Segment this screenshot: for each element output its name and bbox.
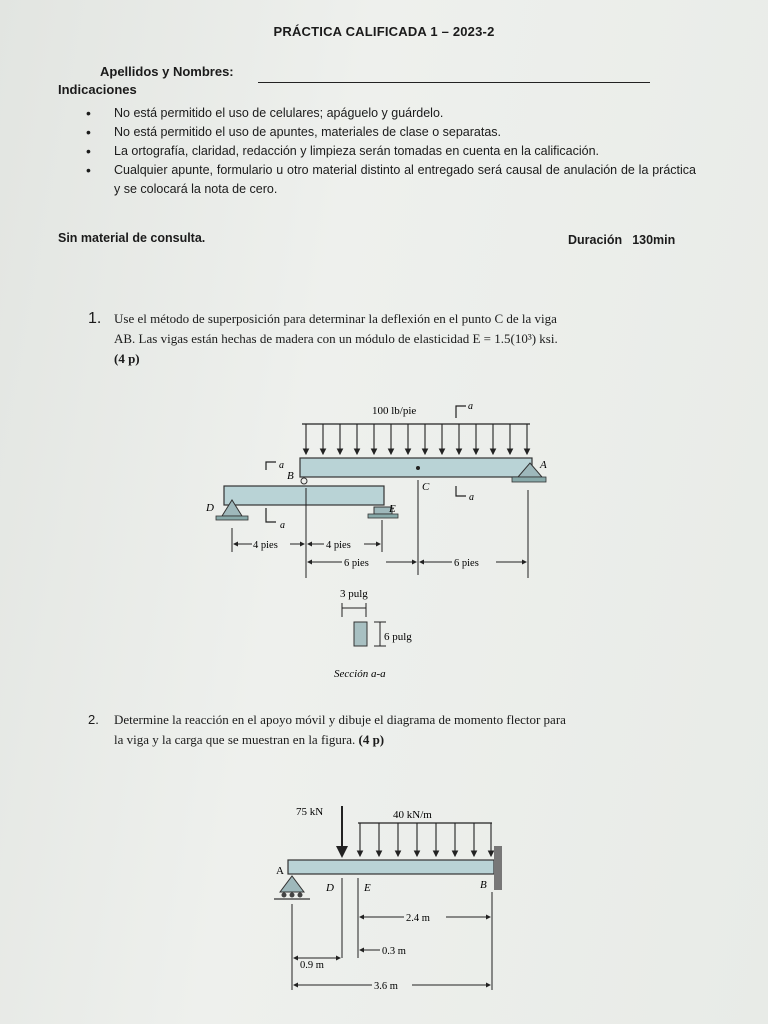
rule-item: • La ortografía, claridad, redacción y limpieza serán tomadas en cuenta en la calificación.: [86, 142, 696, 161]
q2-point-load-label: 75 kN: [296, 806, 324, 818]
q1-label-c: C: [422, 481, 430, 493]
q1-dim-6a: 6 pies: [344, 558, 369, 569]
q2-load-arrows: [360, 823, 491, 856]
rule-item: • No está permitido el uso de apuntes, materiales de clase o separatas.: [86, 123, 696, 142]
q1-section-width: 3 pulg: [340, 588, 368, 600]
q1-dim-6b: 6 pies: [454, 558, 479, 569]
q1-section-mark: a: [468, 401, 473, 412]
question-text: AB. Las vigas están hechas de madera con un módulo de elasticidad E = 1.5(10³) ksi.: [114, 331, 558, 346]
q1-section-mark: a: [469, 492, 474, 503]
q1-label-b: B: [287, 470, 294, 482]
question-points: (4 p): [114, 351, 140, 366]
q1-section-caption: Sección a-a: [334, 668, 386, 680]
question-text: Use el método de superposición para determinar la deflexión en el punto C de la viga: [114, 311, 557, 326]
question-number: 2.: [88, 712, 99, 727]
q1-load-label: 100 lb/pie: [372, 405, 417, 417]
q1-dim-4b: 4 pies: [326, 540, 351, 551]
q1-dim-4a: 4 pies: [253, 540, 278, 551]
question-points: (4 p): [358, 732, 385, 747]
question-text-line: la viga y la carga que se muestran en la figura.: [114, 732, 356, 747]
q2-dim-09: 0.9 m: [300, 960, 324, 971]
q2-label-d: D: [326, 882, 334, 894]
q2-label-b: B: [480, 879, 487, 891]
q2-label-e: E: [364, 882, 371, 894]
exam-title: PRÁCTICA CALIFICADA 1 – 2023-2: [273, 24, 495, 39]
q2-dist-load-label: 40 kN/m: [393, 809, 432, 821]
material-note: Sin material de consulta.: [58, 231, 206, 245]
q1-section-mark: a: [279, 460, 284, 471]
name-label: Apellidos y Nombres:: [100, 64, 234, 79]
q2-roller-support: [280, 876, 304, 892]
q2-fixed-support: [494, 846, 502, 890]
q1-section-mark: a: [280, 520, 285, 531]
q2-dim-36: 3.6 m: [374, 981, 398, 992]
q2-beam: [288, 860, 494, 874]
q1-label-d: D: [206, 502, 214, 514]
rule-item: • No está permitido el uso de celulares; apáguelo y guárdelo.: [86, 104, 696, 123]
question-text: Determine la reacción en el apoyo móvil y dibuje el diagrama de momento flector para: [114, 712, 566, 727]
q2-label-a: A: [276, 865, 284, 877]
duration-value: 130min: [632, 233, 676, 247]
duration-label: Duración: [568, 233, 623, 247]
indicaciones-heading: Indicaciones: [58, 82, 137, 97]
rule-item: • Cualquier apunte, formulario u otro material distinto al entregado será causal de anulación de la práctica y se colocará la nota de cero.: [86, 161, 696, 199]
question-number: 1.: [88, 310, 102, 327]
q2-dim-03: 0.3 m: [382, 946, 406, 957]
q2-dim-24: 2.4 m: [406, 913, 430, 924]
q1-label-a: A: [540, 459, 547, 471]
q1-label-e: E: [389, 503, 396, 515]
q1-section-height: 6 pulg: [384, 631, 412, 643]
